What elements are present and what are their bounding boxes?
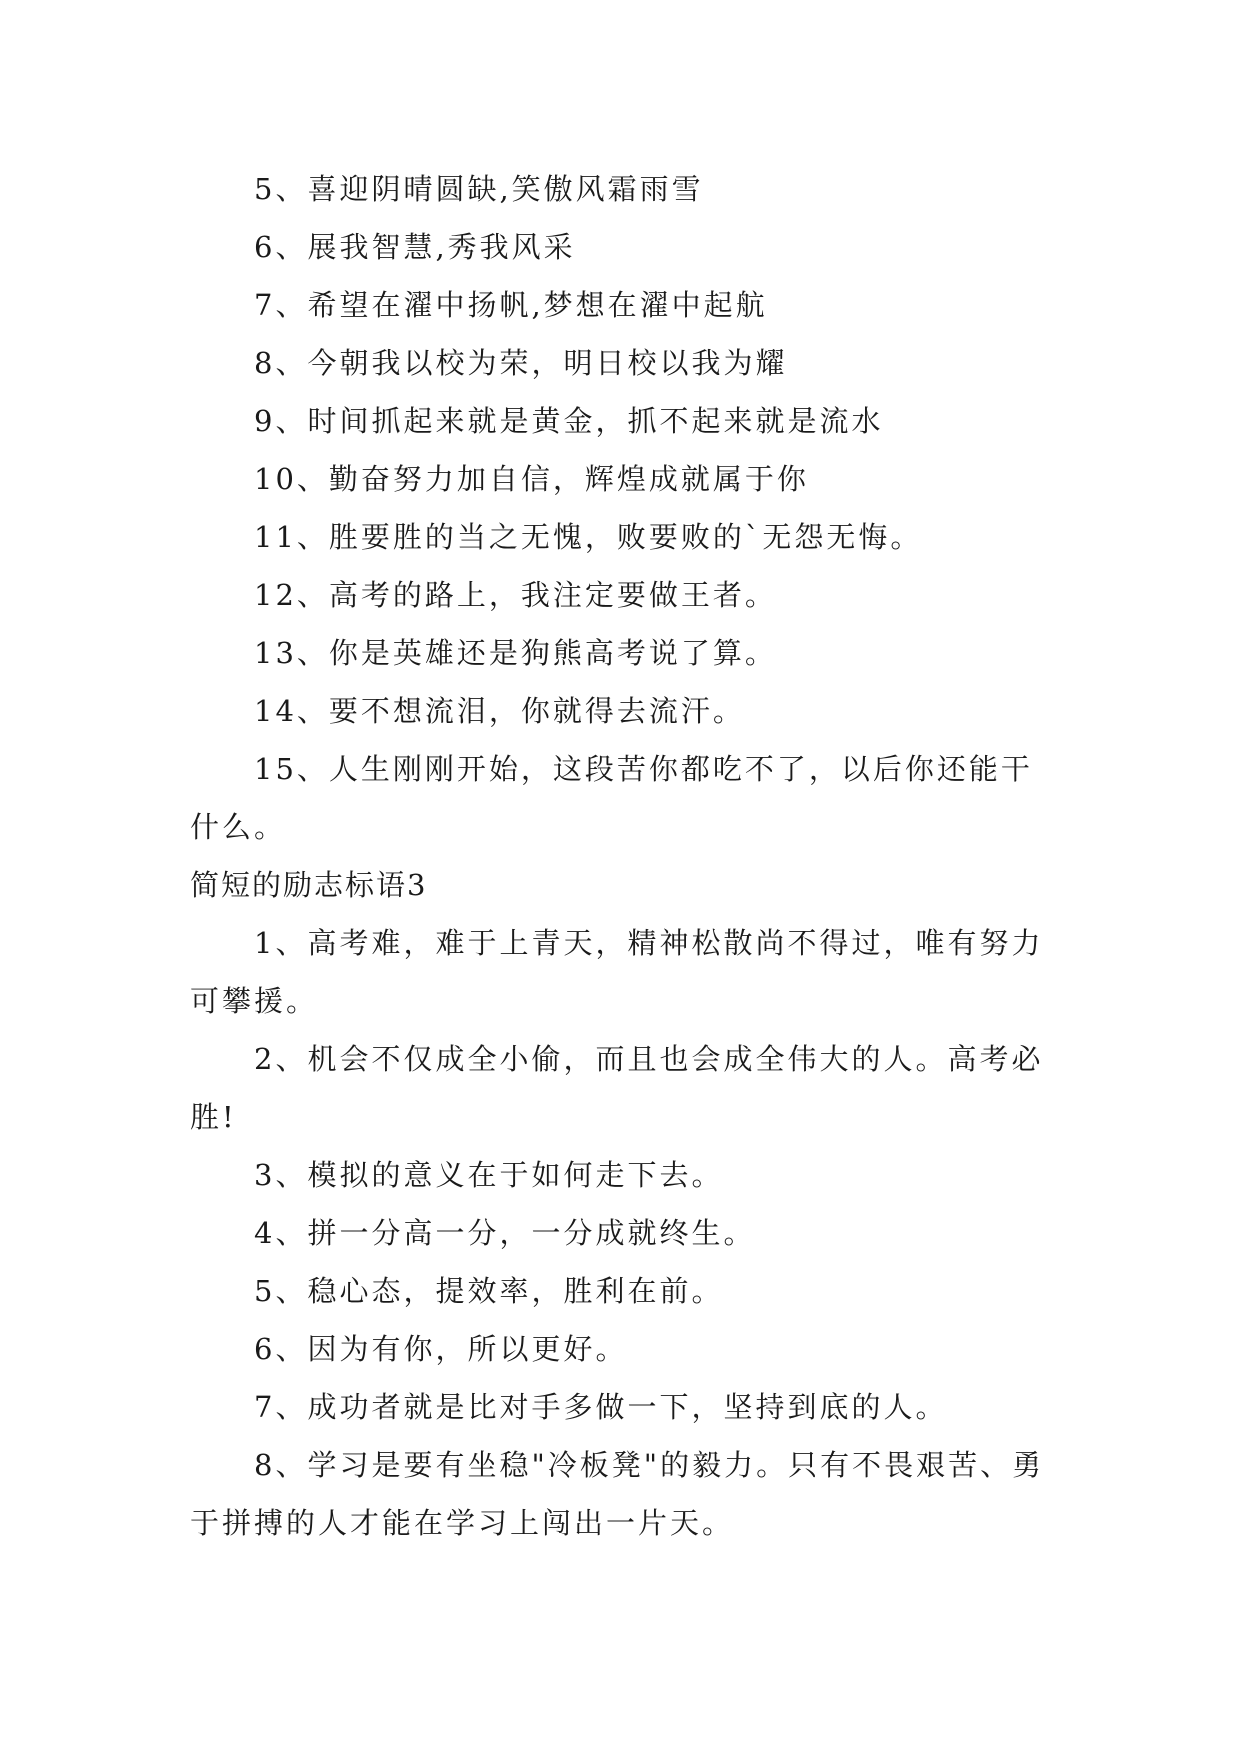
- list-item: 7、成功者就是比对手多做一下，坚持到底的人。: [254, 1390, 948, 1424]
- list-item: 8、学习是要有坐稳"冷板凳"的毅力。只有不畏艰苦、勇于拼搏的人才能在学习上闯出一片天。: [190, 1448, 1045, 1540]
- list-item: 9、时间抓起来就是黄金，抓不起来就是流水: [254, 404, 884, 438]
- document-body: [190, 160, 1050, 1552]
- list-item: 5、喜迎阴晴圆缺,笑傲风霜雨雪: [254, 172, 704, 206]
- list-item: 4、拼一分高一分，一分成就终生。: [254, 1216, 756, 1250]
- list-item: 5、稳心态，提效率，胜利在前。: [254, 1274, 724, 1308]
- list-item: 11、胜要胜的当之无愧，败要败的`无怨无悔。: [254, 520, 923, 554]
- list-item: 8、今朝我以校为荣，明日校以我为耀: [254, 346, 788, 380]
- list-item: 2、机会不仅成全小偷，而且也会成全伟大的人。高考必胜!: [190, 1042, 1044, 1134]
- list-item: 1、高考难，难于上青天，精神松散尚不得过，唯有努力可攀援。: [190, 926, 1044, 1018]
- list-item: 15、人生刚刚开始，这段苦你都吃不了，以后你还能干什么。: [190, 752, 1033, 844]
- section-title: 简短的励志标语3: [190, 868, 428, 902]
- list-item: 12、高考的路上，我注定要做王者。: [254, 578, 777, 612]
- list-item: 6、因为有你，所以更好。: [254, 1332, 628, 1366]
- list-item: 6、展我智慧,秀我风采: [254, 230, 576, 264]
- list-item: 10、勤奋努力加自信，辉煌成就属于你: [254, 462, 809, 496]
- list-item: 13、你是英雄还是狗熊高考说了算。: [254, 636, 777, 670]
- list-item: 7、希望在濯中扬帆,梦想在濯中起航: [254, 288, 768, 322]
- list-item: 14、要不想流泪，你就得去流汗。: [254, 694, 745, 728]
- list-item: 3、模拟的意义在于如何走下去。: [254, 1158, 724, 1192]
